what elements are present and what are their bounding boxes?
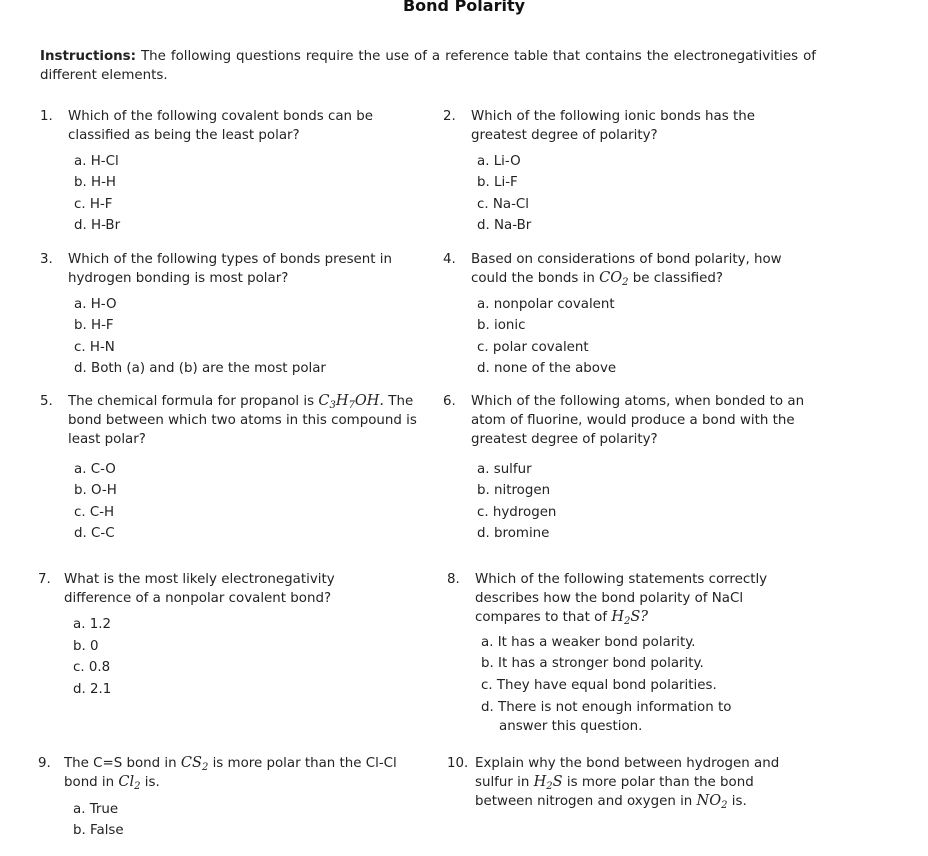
option-b: b. ionic [477, 318, 526, 334]
option-d: d. none of the above [477, 360, 617, 376]
formula-h2s: $H_2S$? [611, 609, 649, 627]
question-4 [443, 250, 813, 379]
question-text-before: Explain why the bond between hydrogen and sulfur in [475, 756, 780, 790]
option-c: c. hydrogen [477, 504, 557, 520]
option-b: b. False [73, 823, 124, 839]
instructions-text: The following questions require the use of a reference table that contains the electronegativities of different elements. [40, 49, 816, 83]
option-a: a. sulfur [477, 462, 532, 477]
question-text-middle: is more polar than the bond between nitrogen and oxygen in [475, 775, 754, 809]
question-5 [40, 392, 430, 544]
formula-h2s: $H_2S$ [533, 774, 563, 792]
question-text-after: be classified? [632, 271, 724, 286]
question-text-after: is. [731, 794, 747, 809]
option-a: a. H-O [74, 297, 117, 312]
question-text-before: Based on considerations of bond polarity, how could the bonds in [471, 252, 782, 286]
option-c: c. H-F [74, 196, 113, 212]
question-text-before: Which of the following statements correctly describes how the bond polarity of NaCl compares to that of [475, 572, 768, 625]
option-c: c. Na-Cl [477, 196, 529, 212]
option-d: d. bromine [477, 525, 550, 541]
option-b: b. 0 [73, 638, 99, 654]
option-a: a. 1.2 [73, 617, 112, 632]
question-text [475, 570, 802, 627]
instructions-label: Instructions: [40, 49, 137, 64]
option-b: b. H-H [74, 175, 116, 191]
question-text-after: The bond between which two atoms in this compound is least polar? [68, 394, 417, 447]
question-text: Which of the following covalent bonds can be classified as being the least polar? [68, 109, 374, 143]
option-c: c. They have equal bond polarities. [481, 677, 717, 693]
instructions [40, 47, 816, 85]
question-text: Which of the following ionic bonds has the greatest degree of polarity? [471, 109, 755, 143]
formula-cs2: $CS_2$ [180, 755, 209, 773]
question-text [64, 754, 408, 792]
question-number: 10. [447, 756, 469, 771]
option-d: d. There is not enough information to answer this question. [481, 699, 732, 734]
formula-cl2: $Cl_2$ [118, 774, 141, 792]
option-a: a. True [73, 802, 119, 817]
page-title: Bond Polarity [402, 0, 526, 15]
question-number: 9. [38, 756, 51, 771]
question-9 [38, 754, 408, 842]
option-a: a. nonpolar covalent [477, 297, 615, 312]
question-text [471, 250, 813, 288]
question-text-before: The C=S bond in [64, 756, 177, 771]
option-d: d. C-C [74, 525, 115, 541]
option-b: b. nitrogen [477, 483, 551, 499]
option-b: b. O-H [74, 483, 117, 499]
option-d: d. Both (a) and (b) are the most polar [74, 360, 326, 376]
option-b: b. It has a stronger bond polarity. [481, 656, 704, 672]
question-text [475, 754, 812, 811]
question-text: Which of the following atoms, when bonded to an atom of fluorine, would produce a bond with the greatest degree of polarity? [471, 394, 805, 447]
question-number: 3. [40, 252, 53, 267]
question-text: What is the most likely electronegativity difference of a nonpolar covalent bond? [64, 572, 335, 606]
formula-co2: $CO_2$ [599, 270, 629, 288]
question-number: 7. [38, 572, 51, 587]
formula-no2: $NO_2$ [696, 793, 728, 811]
question-text-middle: is more polar than the Cl-Cl bond in [64, 756, 397, 790]
formula-propanol: $C_3H_7OH$. [318, 393, 385, 411]
option-c: c. 0.8 [73, 660, 111, 675]
option-a: a. It has a weaker bond polarity. [481, 635, 696, 650]
question-number: 5. [40, 394, 53, 409]
option-a: a. C-O [74, 462, 116, 477]
question-10 [447, 754, 812, 811]
option-d: d. H-Br [74, 217, 121, 233]
option-d: d. Na-Br [477, 217, 532, 233]
option-a: a. Li-O [477, 154, 521, 169]
option-c: c. H-N [74, 339, 115, 355]
question-number: 4. [443, 252, 456, 267]
question-number: 8. [447, 572, 460, 587]
option-c: c. C-H [74, 504, 115, 520]
option-a: a. H-Cl [74, 154, 119, 169]
option-b: b. H-F [74, 318, 114, 334]
question-text-after: is. [144, 775, 160, 790]
question-3 [40, 250, 420, 379]
question-text-before: The chemical formula for propanol is [68, 394, 315, 409]
question-number: 6. [443, 394, 456, 409]
question-1 [40, 107, 400, 236]
question-2 [443, 107, 803, 236]
option-b: b. Li-F [477, 175, 518, 191]
question-8 [447, 570, 802, 736]
question-number: 2. [443, 109, 456, 124]
question-text: Which of the following types of bonds present in hydrogen bonding is most polar? [68, 252, 392, 286]
question-7 [38, 570, 388, 700]
option-d: d. 2.1 [73, 681, 112, 697]
question-text [68, 392, 430, 449]
option-c: c. polar covalent [477, 339, 589, 355]
question-number: 1. [40, 109, 53, 124]
question-6 [443, 392, 818, 544]
